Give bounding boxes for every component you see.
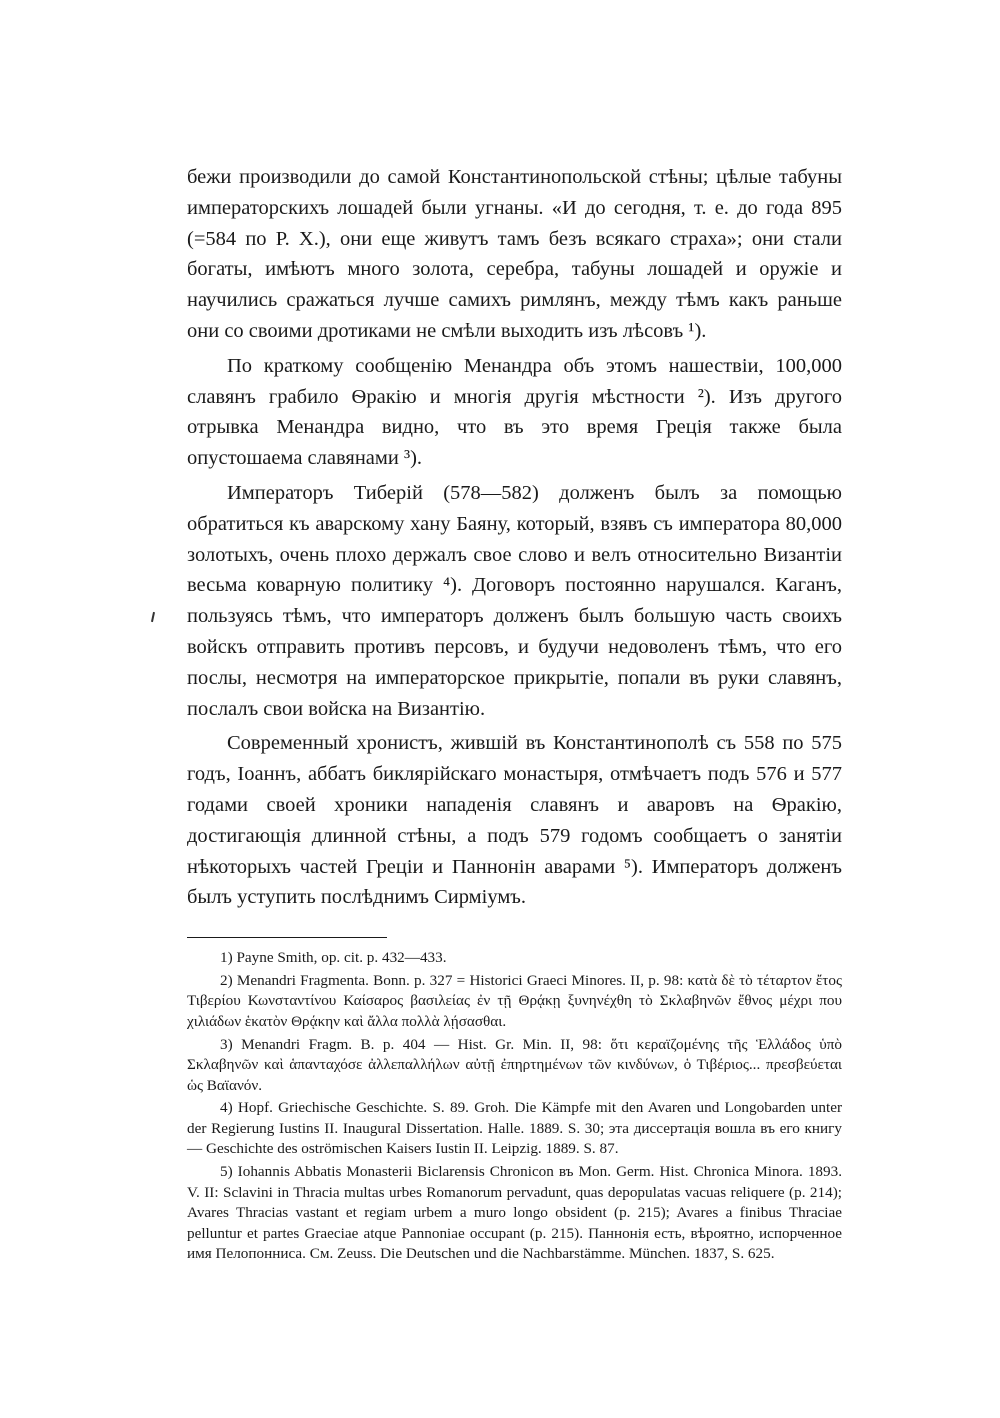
- main-text: [187, 162, 842, 913]
- footnote-divider: [187, 937, 387, 938]
- paragraph: Современный хронистъ, жившій въ Константинополѣ съ 558 по 575 годъ, Іоаннъ, аббатъ биклярійскаго монастыря, отмѣчаетъ подъ 576 и 577 годами своей хроники нападенія славянъ и аваровъ на Ѳракію, достигающія длинной стѣны, а подъ 579 годомъ сообщаетъ о занятіи нѣкоторыхъ частей Греціи и Паннонін аварами ⁵). Императоръ долженъ былъ уступить послѣднимъ Сирміумъ.: [187, 732, 842, 909]
- paragraph: бежи производили до самой Константинопольской стѣны; цѣлые табуны императорскихъ лошадей были угнаны. «И до сегодня, т. е. до года 895 (=584 по Р. Х.), они еще живутъ тамъ безъ всякаго страха»; они стали богаты, имѣютъ много золота, серебра, табуны лошадей и оружіе и научились сражаться лучше самихъ римлянъ, между тѣмъ какъ раньше они со своими дротиками не смѣли выходить изъ лѣсовъ ¹).: [187, 166, 842, 342]
- footnote: 3) Menandri Fragm. B. p. 404 — Hist. Gr. Min. II, 98: ὅτι κεραϊζομένης τῆς Ἑλλάδος ὑπὸ Σκλαβηνῶν καὶ ἁπανταχόσε ἀλλεπαλλήλων αὐτῇ ἐπηρτημένων τῶν κινδύνων, ὁ Τιβέριος... πρεσβεύεται ὡς Βαϊανόν.: [187, 1035, 842, 1094]
- footnote: 4) Hopf. Griechische Geschichte. S. 89. Groh. Die Kämpfe mit den Avaren und Longobarden unter der Regierung Iustins II. Inaugural Dissertation. Halle. 1889. S. 30; эта диссертація вошла въ его книгу — Geschichte des oströmischen Kaisers Iustin II. Leipzig. 1889. S. 87.: [187, 1099, 842, 1158]
- book-page: [187, 162, 842, 1265]
- footnote: 2) Menandri Fragmenta. Bonn. p. 327 = Historici Graeci Minores. II, p. 98: κατὰ δὲ τὸ τέταρτον ἔτος Τιβερίου Κωνσταντίνου Καίσαρος βασιλείας ἐν τῇ Θρᾴκῃ ξυνηνέχθη τὸ Σκλαβηνῶν ἔθνος μέχρι που χιλιάδων ἑκατὸν Θρᾴκην καὶ ἄλλα πολλὰ λῄσασθαι.: [187, 971, 842, 1030]
- paragraph: Императоръ Тиберій (578—582) долженъ былъ за помощью обратиться къ аварскому хану Баяну, который, взявъ съ императора 80,000 золотыхъ, очень плохо держалъ свое слово и велъ относительно Византіи весьма коварную политику ⁴). Договоръ постоянно нарушался. Каганъ, пользуясь тѣмъ, что императоръ долженъ былъ большую часть своихъ войскъ отправить противъ персовъ, и будучи недоволенъ тѣмъ, что его послы, несмотря на императорское прикрытіе, попали въ руки славянъ, послалъ свои войска на Византію.: [187, 481, 842, 720]
- footnotes: [187, 948, 842, 1265]
- footnote: 5) Iohannis Abbatis Monasterii Biclarensis Chronicon въ Mon. Germ. Hist. Chronica Minora. 1893. V. II: Sclavini in Thracia multas urbes Romanorum pervadunt, quas depopulatas vacuas reliquere (p. 214); Avares Thracias vastant et regiam urbem a muro longo obsident (p. 215); Avares a finibus Thraciae pelluntur et partes Graeciae atque Pannoniae occupant (p. 215). Паннонія есть, вѣроятно, испорченное имя Пелопонниса. См. Zeuss. Die Deutschen und die Nachbarstämme. München. 1837, S. 625.: [187, 1163, 842, 1263]
- footnote: 1) Payne Smith, op. cit. p. 432—433.: [220, 949, 447, 967]
- paragraph: По краткому сообщенію Менандра объ этомъ нашествіи, 100,000 славянъ грабило Ѳракію и многія другія мѣстности ²). Изъ другого отрывка Менандра видно, что въ это время Греція также была опустошаема славянами ³).: [187, 354, 842, 470]
- margin-mark: [151, 612, 155, 622]
